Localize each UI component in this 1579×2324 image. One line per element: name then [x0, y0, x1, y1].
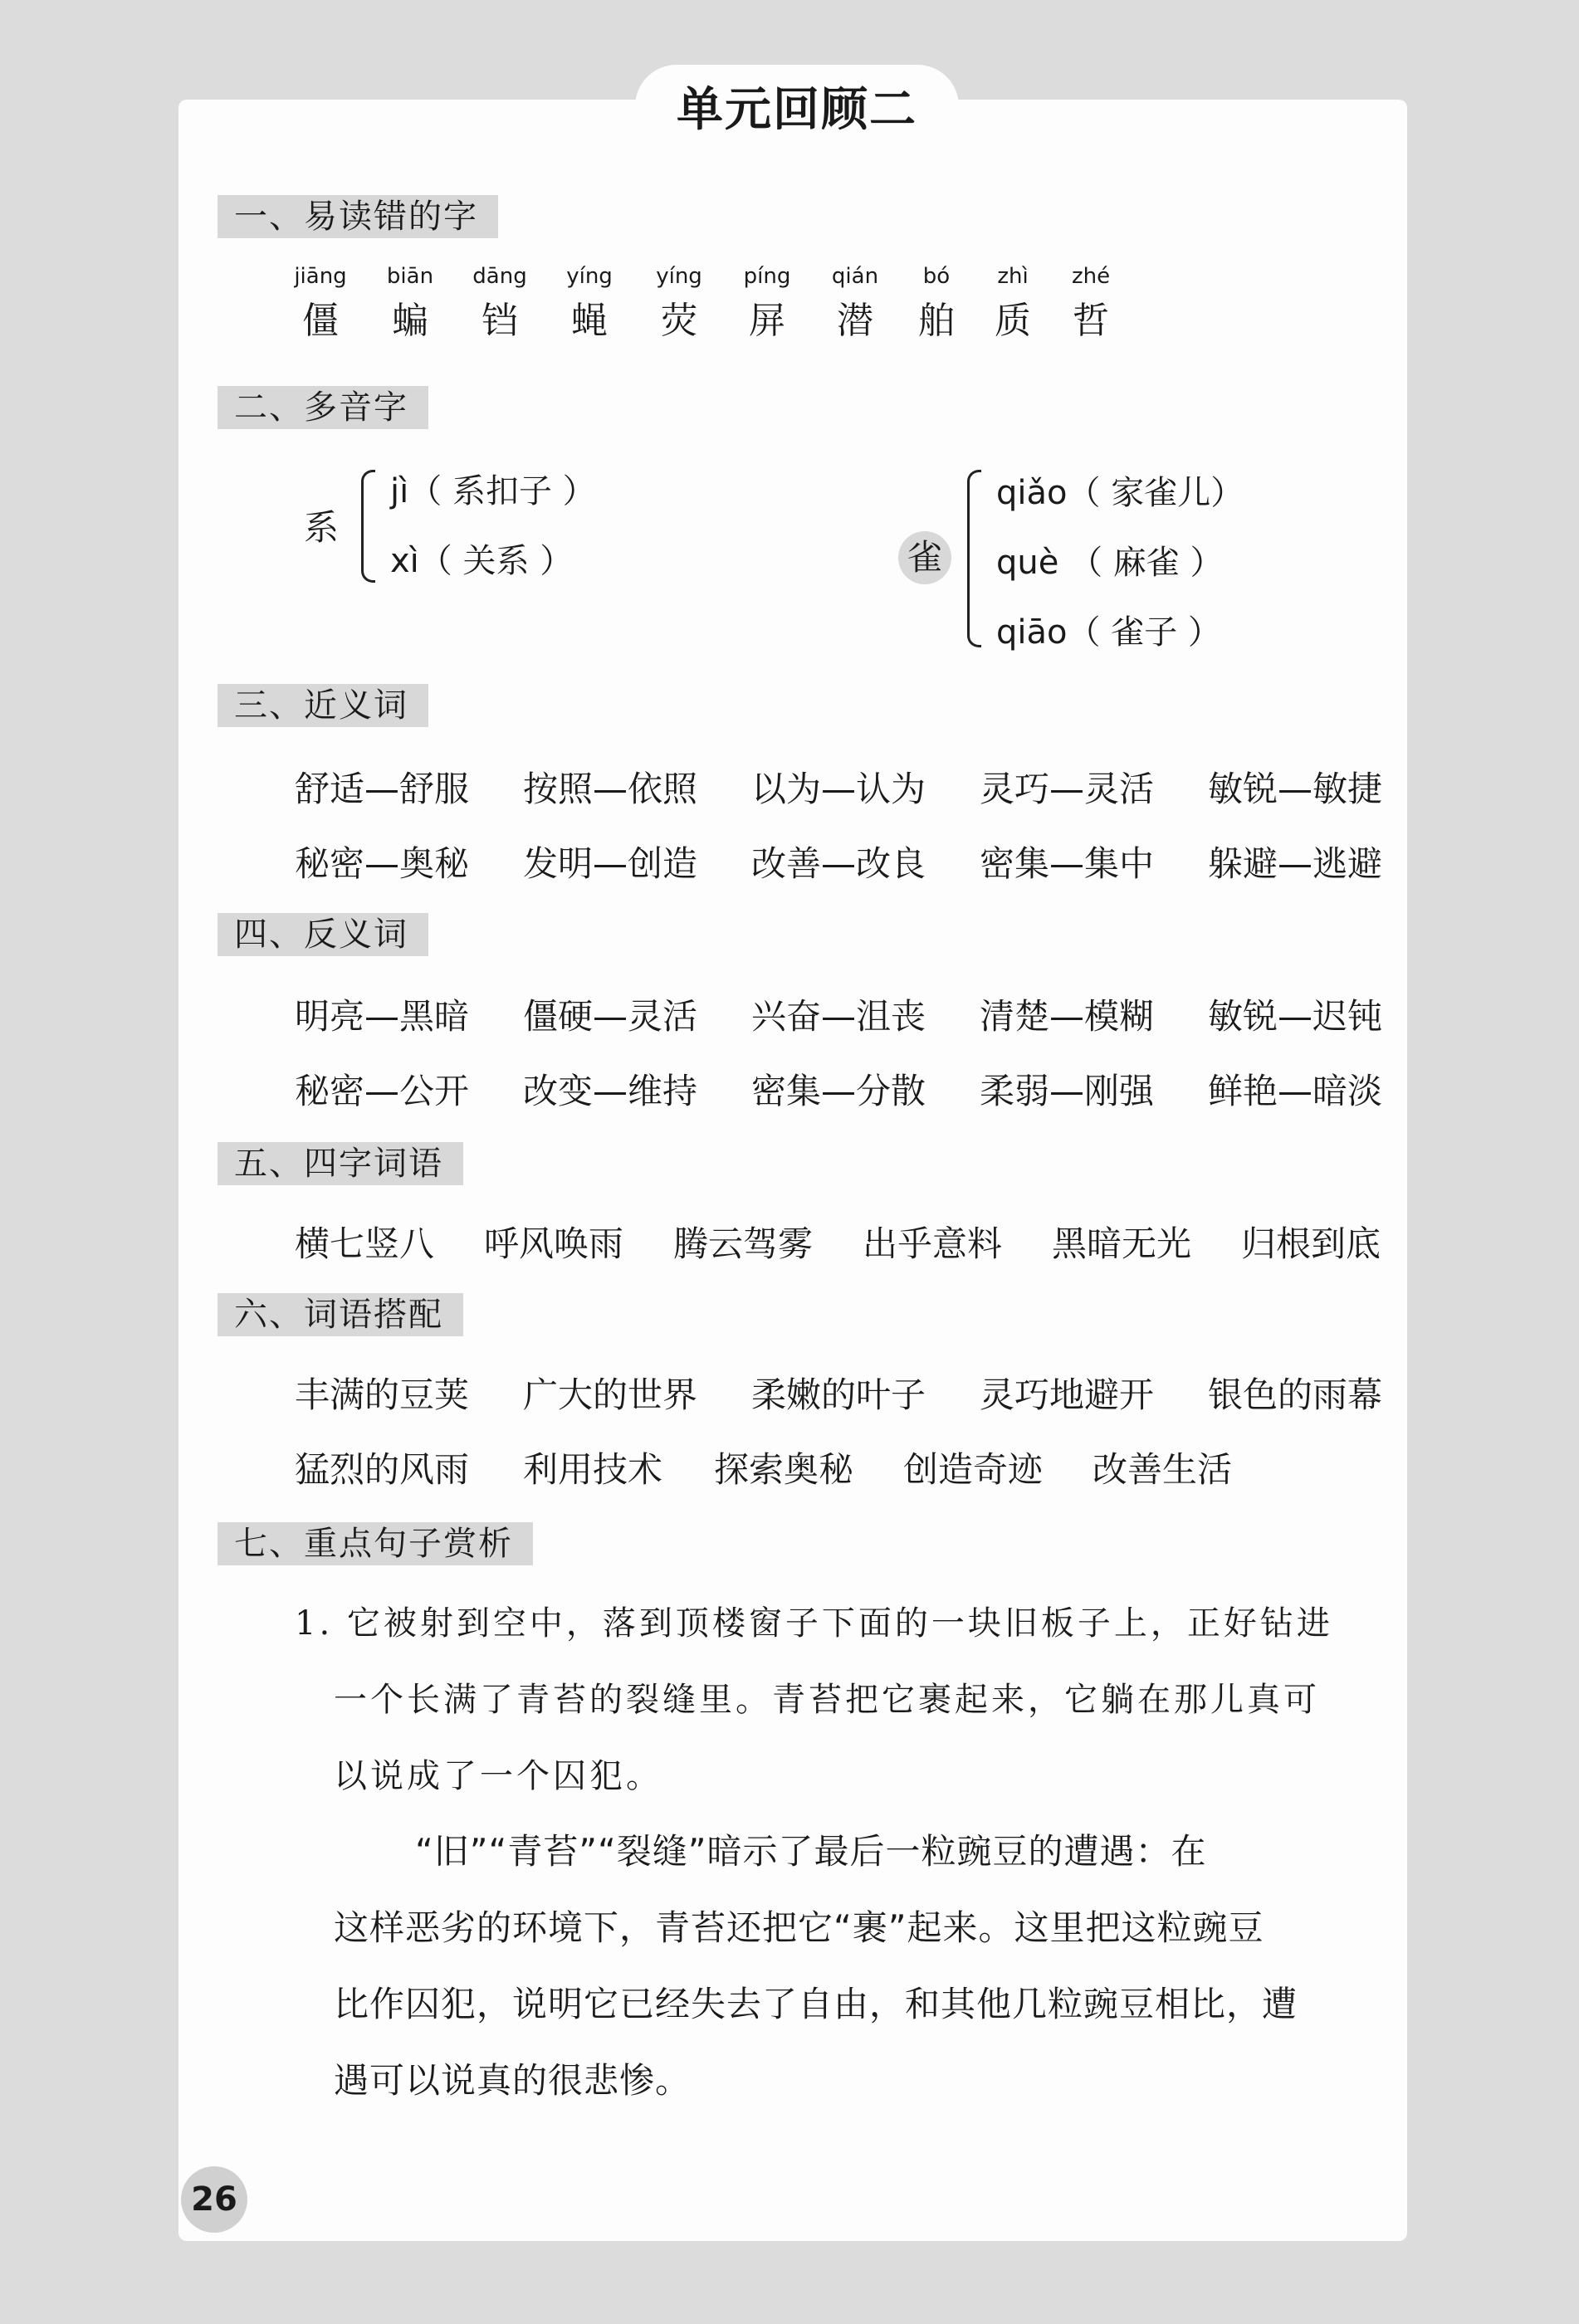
word-pair: 灵巧—灵活: [980, 769, 1155, 809]
collocation: 利用技术: [523, 1449, 663, 1490]
section-heading: 五、四字词语: [218, 1142, 463, 1185]
pinyin: zhé: [1071, 264, 1111, 289]
pinyin: qián: [831, 264, 879, 289]
idiom: 黑暗无光: [1052, 1223, 1192, 1264]
hanzi: 舶: [918, 300, 955, 342]
hanzi: 潜: [837, 300, 873, 342]
collocation: 丰满的豆荚: [295, 1374, 470, 1415]
collocation: 创造奇迹: [903, 1449, 1044, 1490]
pinyin: píng: [743, 264, 791, 289]
analysis-line: “旧”“青苔”“裂缝”暗示了最后一粒豌豆的遭遇：在: [415, 1831, 1207, 1872]
collocation: 银色的雨幕: [1208, 1374, 1383, 1415]
word-pair: 僵硬—灵活: [523, 996, 698, 1037]
brace: [967, 470, 981, 647]
section-heading: 二、多音字: [218, 386, 428, 429]
word-pair: 密集—分散: [751, 1071, 926, 1111]
page-title: 单元回顾二: [677, 82, 917, 137]
word-pair: 改变—维持: [523, 1071, 698, 1111]
word-pair: 敏锐—迟钝: [1208, 996, 1383, 1037]
pinyin: jiāng: [294, 264, 347, 289]
pinyin: dāng: [472, 264, 527, 289]
hanzi: 蝇: [571, 300, 608, 342]
analysis-line: 比作囚犯，说明它已经失去了自由，和其他几粒豌豆相比，遭: [334, 1984, 1298, 2024]
word-pair: 秘密—奥秘: [295, 843, 470, 884]
hanzi: 僵: [302, 300, 339, 342]
polyphone-reading: xì（ 关系 ）: [390, 542, 574, 580]
sentence-line: 以说成了一个囚犯。: [334, 1757, 662, 1795]
section-heading: 六、词语搭配: [218, 1293, 463, 1336]
section-heading: 三、近义词: [218, 684, 428, 727]
word-pair: 按照—依照: [523, 769, 698, 809]
word-pair: 鲜艳—暗淡: [1208, 1071, 1383, 1111]
polyphone-char: 系: [303, 507, 339, 548]
word-pair: 敏锐—敏捷: [1208, 769, 1383, 809]
polyphone-reading: jì（ 系扣子 ）: [390, 472, 596, 510]
hanzi: 哲: [1073, 300, 1109, 342]
section-heading: 七、重点句子赏析: [218, 1522, 533, 1565]
sentence-line: 一个长满了青苔的裂缝里。青苔把它裹起来，它躺在那儿真可: [334, 1681, 1320, 1719]
sentence-line: 1. 它被射到空中，落到顶楼窗子下面的一块旧板子上，正好钻进: [295, 1604, 1333, 1643]
pinyin: biān: [386, 264, 434, 289]
hanzi: 屏: [749, 300, 785, 342]
hanzi: 铛: [482, 300, 518, 342]
section-heading: 一、易读错的字: [218, 195, 498, 238]
collocation: 探索奥秘: [714, 1449, 854, 1490]
polyphone-reading: què （ 麻雀 ）: [996, 544, 1224, 582]
pinyin: bó: [922, 264, 951, 289]
analysis-line: 遇可以说真的很悲惨。: [334, 2060, 692, 2101]
word-pair: 躲避—逃避: [1208, 843, 1383, 884]
hanzi: 荧: [661, 300, 697, 342]
pinyin: yíng: [656, 264, 702, 289]
idiom: 归根到底: [1241, 1223, 1381, 1264]
page-number: 26: [181, 2166, 247, 2233]
word-pair: 清楚—模糊: [980, 996, 1155, 1037]
idiom: 呼风唤雨: [484, 1223, 624, 1264]
word-pair: 以为—认为: [751, 769, 926, 809]
word-pair: 明亮—黑暗: [295, 996, 470, 1037]
collocation: 灵巧地避开: [980, 1374, 1155, 1415]
word-pair: 兴奋—沮丧: [751, 996, 926, 1037]
word-pair: 发明—创造: [523, 843, 698, 884]
collocation: 猛烈的风雨: [295, 1449, 470, 1490]
polyphone-char: 雀: [898, 531, 951, 584]
analysis-line: 这样恶劣的环境下，青苔还把它“裹”起来。这里把这粒豌豆: [334, 1907, 1264, 1948]
hanzi: 蝙: [392, 300, 428, 342]
section-heading: 四、反义词: [218, 913, 428, 956]
word-pair: 柔弱—刚强: [980, 1071, 1155, 1111]
idiom: 出乎意料: [863, 1223, 1003, 1264]
hanzi: 质: [995, 300, 1031, 342]
collocation: 广大的世界: [523, 1374, 698, 1415]
word-pair: 密集—集中: [980, 843, 1155, 884]
word-pair: 舒适—舒服: [295, 769, 470, 809]
brace: [361, 470, 375, 583]
collocation: 改善生活: [1093, 1449, 1233, 1490]
idiom: 腾云驾雾: [673, 1223, 814, 1264]
collocation: 柔嫩的叶子: [751, 1374, 926, 1415]
polyphone-reading: qiāo（ 雀子 ）: [996, 613, 1221, 652]
polyphone-reading: qiǎo（ 家雀儿）: [996, 474, 1244, 512]
word-pair: 秘密—公开: [295, 1071, 470, 1111]
word-pair: 改善—改良: [751, 843, 926, 884]
pinyin: zhì: [997, 264, 1029, 289]
pinyin: yíng: [566, 264, 613, 289]
idiom: 横七竖八: [295, 1223, 435, 1264]
